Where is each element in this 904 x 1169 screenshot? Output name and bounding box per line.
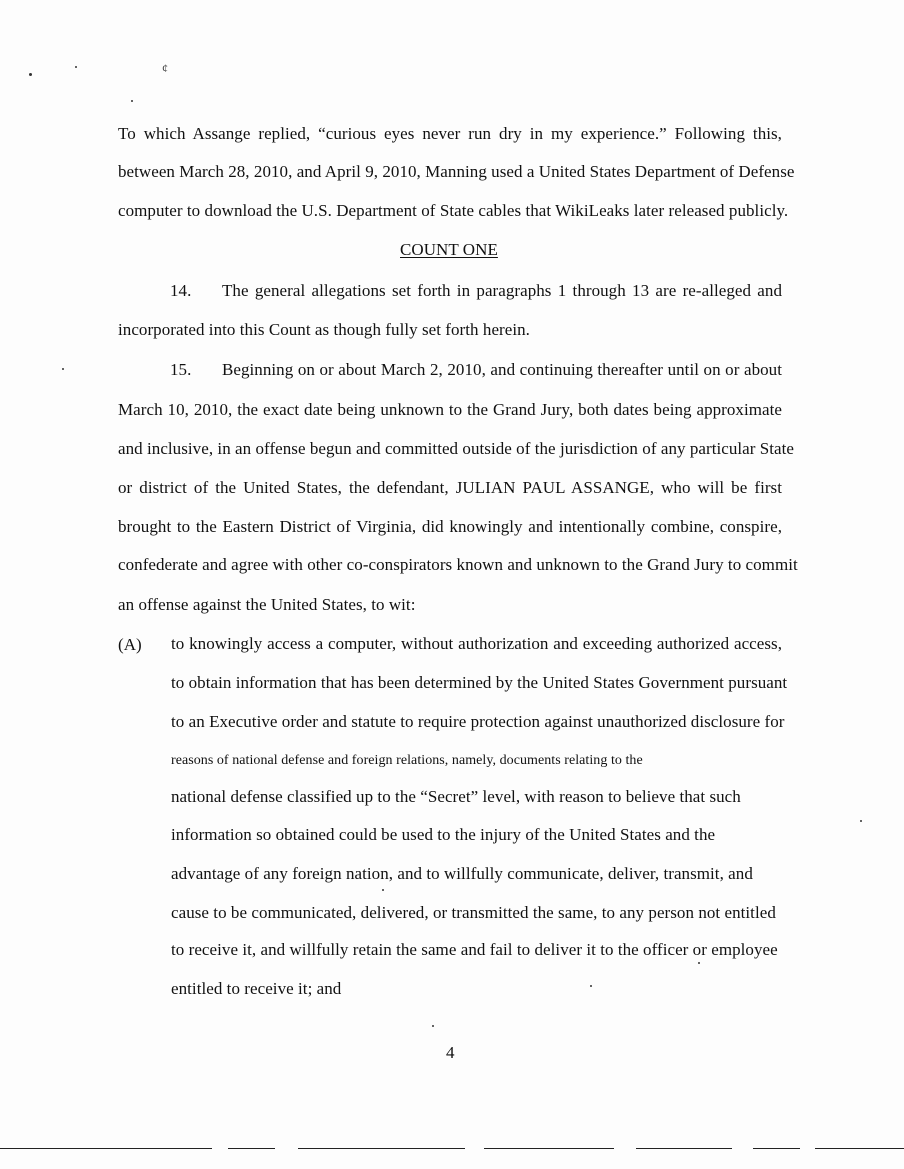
subparagraph-a-line-9: to receive it, and willfully retain the same and fail to deliver it to the officer or employee xyxy=(171,940,778,959)
paragraph-14-first-line xyxy=(118,281,782,301)
scan-speck xyxy=(590,985,592,987)
bottom-rule xyxy=(228,1148,275,1149)
scan-speck xyxy=(29,73,32,76)
opening-line-2: between March 28, 2010, and April 9, 2010, Manning used a United States Department of Defense xyxy=(118,162,795,181)
bottom-rule xyxy=(484,1148,614,1149)
scan-mark-icon: ¢ xyxy=(162,61,168,75)
paragraph-14-line-2: incorporated into this Count as though fully set forth herein. xyxy=(118,320,530,339)
paragraph-15-line-3: and inclusive, in an offense begun and committed outside of the jurisdiction of any particular State xyxy=(118,439,795,458)
bottom-rule xyxy=(815,1148,904,1149)
subparagraph-a-line-2: to obtain information that has been determined by the United States Government pursuant xyxy=(171,673,788,692)
paragraph-15-first-line xyxy=(118,360,782,380)
subparagraph-a-line-10: entitled to receive it; and xyxy=(171,979,342,998)
subparagraph-a-line-3: to an Executive order and statute to require protection against unauthorized disclosure for xyxy=(171,712,785,731)
bottom-rule xyxy=(753,1148,800,1149)
subparagraph-a-line-1: to knowingly access a computer, without authorization and exceeding authorized access, xyxy=(171,634,782,653)
bottom-rule xyxy=(636,1148,732,1149)
bottom-rule xyxy=(298,1148,465,1149)
count-heading: COUNT ONE xyxy=(400,240,498,259)
scan-speck xyxy=(75,66,77,68)
paragraph-15-text: Beginning on or about March 2, 2010, and continuing thereafter until on or about xyxy=(222,360,782,379)
subparagraph-a-line-7: advantage of any foreign nation, and to willfully communicate, deliver, transmit, and xyxy=(171,864,753,883)
subparagraph-a-label: (A) xyxy=(118,635,142,654)
paragraph-14-text: The general allegations set forth in paragraphs 1 through 13 are re-alleged and xyxy=(222,281,782,300)
paragraph-15-line-4: or district of the United States, the defendant, JULIAN PAUL ASSANGE, who will be first xyxy=(118,478,782,497)
subparagraph-a-line-8: cause to be communicated, delivered, or transmitted the same, to any person not entitled xyxy=(171,903,776,922)
scan-speck xyxy=(382,889,384,891)
page-number: 4 xyxy=(446,1043,455,1062)
paragraph-14-number: 14. xyxy=(170,281,192,300)
bottom-rule xyxy=(0,1148,212,1149)
subparagraph-a-line-5: national defense classified up to the “Secret” level, with reason to believe that such xyxy=(171,787,741,806)
paragraph-15-number: 15. xyxy=(170,360,192,379)
paragraph-15-line-6: confederate and agree with other co-conspirators known and unknown to the Grand Jury to commit xyxy=(118,555,798,574)
scan-speck xyxy=(698,962,700,964)
scan-speck xyxy=(432,1025,434,1027)
opening-line-1: To which Assange replied, “curious eyes never run dry in my experience.” Following this, xyxy=(118,124,782,143)
scan-speck xyxy=(62,368,64,370)
paragraph-15-line-5: brought to the Eastern District of Virginia, did knowingly and intentionally combine, conspire, xyxy=(118,517,782,536)
scan-speck xyxy=(860,820,862,822)
paragraph-15-line-7: an offense against the United States, to wit: xyxy=(118,595,416,614)
opening-line-3: computer to download the U.S. Department of State cables that WikiLeaks later released publicly. xyxy=(118,201,789,220)
subparagraph-a-line-4: reasons of national defense and foreign relations, namely, documents relating to the xyxy=(171,753,643,768)
subparagraph-a-line-6: information so obtained could be used to the injury of the United States and the xyxy=(171,825,716,844)
paragraph-15-line-2: March 10, 2010, the exact date being unknown to the Grand Jury, both dates being approximate xyxy=(118,400,782,419)
scan-speck xyxy=(131,100,133,102)
